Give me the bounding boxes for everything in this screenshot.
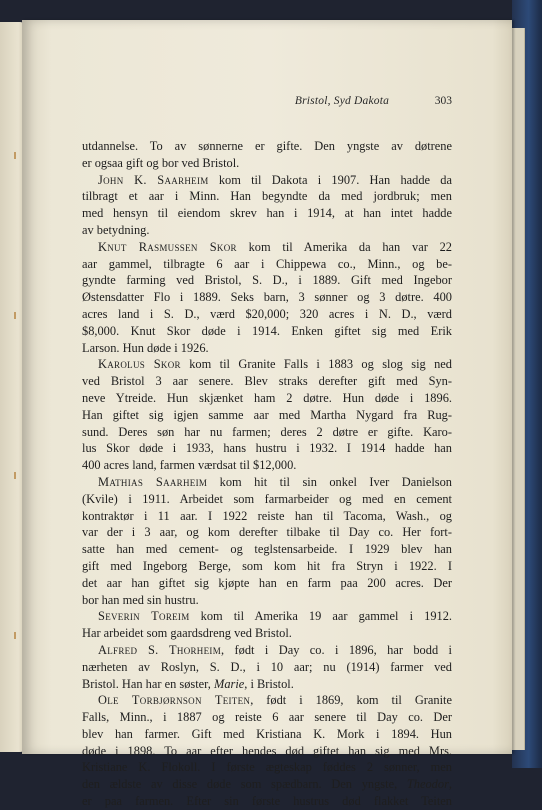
text-line	[82, 440, 452, 457]
person-name: Mathias Saarheim	[98, 474, 208, 489]
text-segment: med hensyn til eiendom skrev han i 1914, at han intet hadde	[82, 206, 452, 221]
text-segment: neve Ytreide. Hun skjænket ham 2 døtre. Hun døde i 1896.	[82, 390, 452, 405]
text-line	[82, 659, 452, 676]
text-line	[82, 272, 452, 289]
text-line	[82, 457, 452, 474]
text-line	[82, 692, 452, 709]
binding-thread	[14, 152, 16, 159]
text-segment: Kristiane K. Flokoll. I første ægteskap føddes 2 sønner, men	[82, 760, 452, 775]
text-segment: utdannelse. To av sønnerne er gifte. Den yngste av døtrene	[82, 139, 452, 153]
text-line	[82, 608, 452, 625]
text-segment: ,	[448, 777, 452, 792]
text-segment: kom hit til sin onkel Iver Danielson	[207, 474, 452, 489]
text-segment: Larson. Hun døde i 1926.	[82, 340, 209, 355]
person-name: John K. Saarheim	[98, 172, 209, 187]
text-segment: aar gammel, tilbragte 6 aar i Chippewa co., Minn., og be-	[82, 256, 452, 271]
text-segment: var der i 3 aar, og kom derefter tilbake til Day co. Her fort-	[82, 525, 452, 540]
text-segment: gyndte farming ved Bristol, S. D., i 1889. Gift med Ingebor	[82, 273, 452, 288]
text-segment: kom til Granite Falls i 1883 og slog sig ned	[180, 357, 452, 372]
text-segment: kom til Amerika 19 aar gammel i 1912.	[189, 609, 453, 624]
text-segment: bor han med sin hustru.	[82, 592, 199, 607]
text-line	[82, 306, 452, 323]
text-line	[82, 474, 452, 491]
text-line	[82, 155, 452, 172]
text-segment: $8,000. Knut Skor døde i 1914. Enken giftet sig med Erik	[82, 323, 452, 338]
text-segment: den ældste av disse døde som spædbarn. Den yngste,	[82, 777, 407, 792]
text-segment: , født i Day co. i 1896, har bodd i	[221, 642, 452, 657]
text-segment: kom til Dakota i 1907. Han hadde da	[208, 172, 452, 187]
text-line	[82, 172, 452, 189]
text-line	[82, 424, 452, 441]
text-line	[82, 508, 452, 525]
text-line	[82, 205, 452, 222]
text-line	[82, 138, 452, 155]
text-line	[82, 356, 452, 373]
person-name: Ole Torbjørnson Teiten	[98, 693, 251, 708]
text-segment: Bristol. Han har en søster,	[82, 676, 214, 691]
binding-thread	[14, 312, 16, 319]
text-line	[82, 709, 452, 726]
text-line	[82, 575, 452, 592]
text-segment: tilbragt et aar i Minn. Han begyndte da med jordbruk; men	[82, 189, 452, 204]
text-line	[82, 373, 452, 390]
text-line	[82, 289, 452, 306]
person-name: Karolus Skor	[98, 357, 181, 372]
page-edge	[520, 28, 525, 750]
text-segment: kontraktør i 11 aar. I 1922 reiste han til Tacoma, Wash., og	[82, 508, 452, 523]
text-segment: nærheten av Roslyn, S. D., i 10 aar; nu (1914) farmer ved	[82, 659, 452, 674]
text-line	[82, 323, 452, 340]
text-segment: av betydning.	[82, 222, 150, 237]
text-segment: , i Bristol.	[244, 676, 294, 691]
binding-thread	[14, 632, 16, 639]
text-line	[82, 592, 452, 609]
italic-name: Theodor	[406, 777, 449, 792]
text-line	[82, 676, 452, 693]
book-page	[22, 20, 512, 809]
text-line	[82, 776, 452, 793]
text-segment: kom til Amerika da han var 22	[236, 239, 452, 254]
running-head: Bristol, Syd Dakota	[294, 95, 390, 107]
text-line	[82, 642, 452, 659]
text-segment: lus Skor døde i 1933, hans hustru i 1932. I 1914 hadde han	[82, 441, 452, 456]
text-segment: Har arbeidet som gaardsdreng ved Bristol.	[82, 626, 292, 641]
text-line	[82, 743, 452, 760]
text-line	[82, 541, 452, 558]
text-segment: blev han farmer. Gift med Kristiana K. Mork i 1894. Hun	[82, 726, 452, 741]
text-line	[82, 726, 452, 743]
page-header	[82, 95, 452, 111]
text-line	[82, 759, 452, 776]
text-segment: (Kvile) i 1911. Arbeidet som farmarbeider og med en cement	[82, 491, 452, 506]
text-segment: det aar han giftet sig kjøpte han en farm paa 200 acres. Der	[82, 575, 452, 590]
text-segment: Falls, Minn., i 1887 og reiste 6 aar senere til Day co. Der	[82, 710, 452, 725]
text-line	[82, 340, 452, 357]
person-name: Knut Rasmussen Skor	[98, 239, 237, 254]
person-name: Severin Toreim	[98, 609, 190, 624]
text-line	[82, 188, 452, 205]
text-line	[82, 558, 452, 575]
text-line	[82, 407, 452, 424]
text-segment: Østensdatter Flo i 1889. Seks barn, 3 sønner og 3 døtre. 400	[82, 290, 452, 305]
text-line	[82, 390, 452, 407]
text-line	[82, 793, 452, 810]
text-segment: 400 acres land, farmen værdsat til $12,000.	[82, 458, 297, 473]
text-segment: sund. Deres søn har nu farmen; deres 2 døtre er gifte. Karo-	[82, 424, 452, 439]
text-line	[82, 239, 452, 256]
text-segment: acres land i S. D., værd $20,000; 320 acres i N. D., værd	[82, 306, 452, 321]
text-line	[82, 625, 452, 642]
text-segment: er ogsaa gift og bor ved Bristol.	[82, 155, 240, 170]
text-line	[82, 491, 452, 508]
text-line	[82, 524, 452, 541]
page-number: 303	[434, 95, 452, 107]
italic-name: Marie	[214, 676, 245, 691]
text-line	[82, 222, 452, 239]
text-segment: Han giftet sig igjen samme aar med Martha Nygard fra Rug-	[82, 407, 452, 422]
text-segment: er paa farmen. Efter sin første hustrus død flakket Teiten	[82, 794, 452, 809]
person-name: Alfred S. Thorheim	[98, 642, 222, 657]
text-segment: , født i 1869, kom til Granite	[250, 693, 452, 708]
text-line	[82, 256, 452, 273]
text-segment: ved Bristol 3 aar senere. Blev straks derefter gift med Syn-	[82, 374, 452, 389]
text-segment: gift med Ingeborg Berge, som kom hit fra Stryn i 1922. I	[82, 558, 452, 573]
text-segment: døde i 1898. To aar efter hendes død giftet han sig med Mrs.	[82, 743, 452, 758]
body-text	[82, 138, 452, 810]
binding-thread	[14, 472, 16, 479]
text-segment: satte han med cement- og teglstensarbeide. I 1929 blev han	[82, 542, 452, 557]
